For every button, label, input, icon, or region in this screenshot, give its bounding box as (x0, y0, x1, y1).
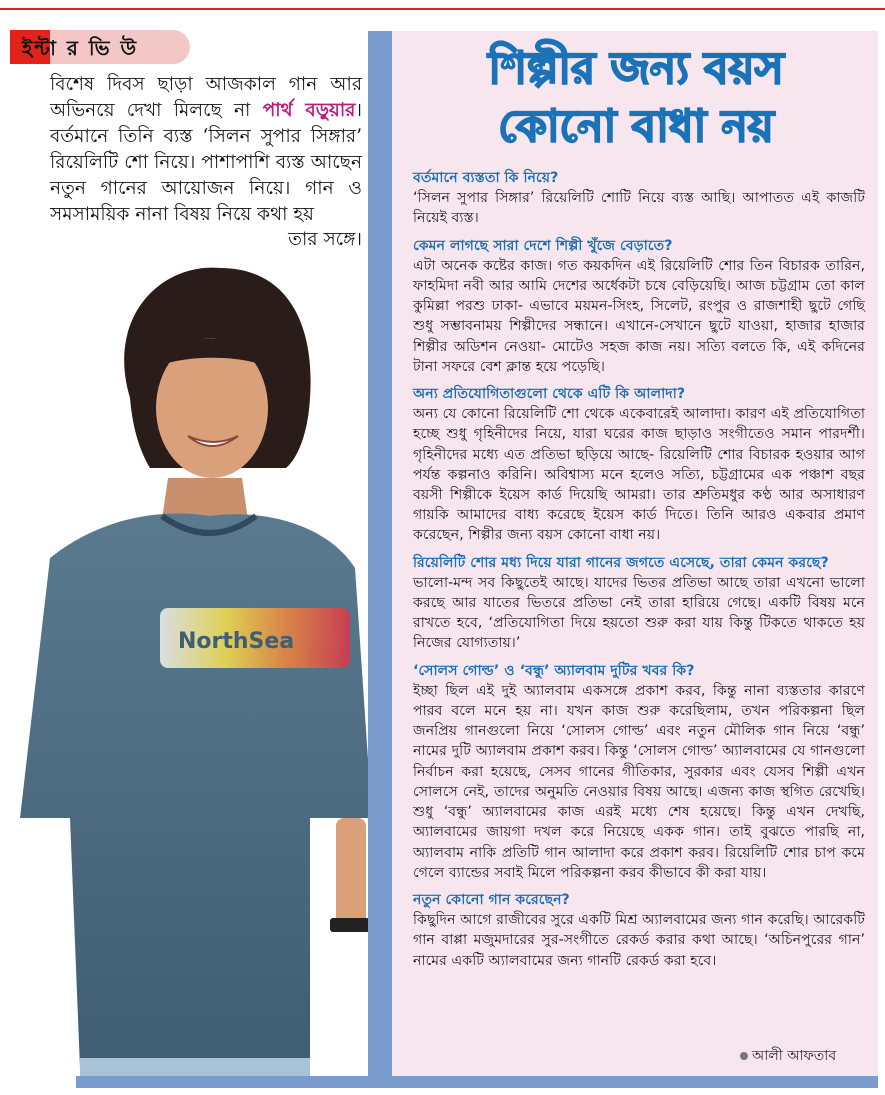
byline-author: আলী আফতাব (752, 1048, 837, 1064)
intro-text-continued: । বর্তমানে তিনি ব্যস্ত ‘সিলন সুপার সিঙ্গার’ রিয়েলিটি শো নিয়ে। পাশাপাশি ব্যস্ত আছেন নতুন গানের আয়োজন নিয়ে। গান ও সমসাময়িক নানা বিষয় নিয়ে কথা হয় (50, 99, 362, 225)
answer-3: অন্য যে কোনো রিয়েলিটি শো থেকে একেবারেই আলাদা। কারণ এই প্রতিযোগিতা হচ্ছে শুধু গৃহিনীদের নিয়ে, যারা ঘরের কাজ ছাড়াও সংগীতেও সমান পারদর্শী। গৃহিনীদের মধ্যে এত প্রতিভা ছড়িয়ে আছে- রিয়েলিটি শোর বিচারক হওয়ার আগ পর্যন্ত কল্পনাও করিনি। অবিশ্বাস্য মনে হলেও সত্যি, চট্টগ্রামের এক পঞ্চাশ বছর বয়সী শিল্পীকে ইয়েস কার্ড দিয়েছি আমরা। তার শ্রুতিমধুর কণ্ঠ আর অসাধারণ গায়কি আমাদের বাধ্য করেছে ইয়েস কার্ড দিতে। তিনি আরও একবার প্রমাণ করেছেন, শিল্পীর জন্য বয়স কোনো বাধা নয়। (413, 406, 865, 544)
headline-line-2: কোনো বাধা নয় (498, 101, 774, 152)
intro-person-name: পার্থ বড়ুয়ার (262, 99, 356, 121)
question-3: অন্য প্রতিযোগিতাগুলো থেকে এটি কি আলাদা? (413, 386, 686, 403)
answer-2: এটা অনেক কষ্টের কাজ। গত কয়কদিন এই রিয়েলিটি শোর তিন বিচারক তারিন, ফাহমিদা নবী আর আমি দেশের অর্ধেকটা চষে বেড়িয়েছি। আজ চট্টগ্রাম তো কাল কুমিল্লা পরশু ঢাকা- এভাবে ময়মন-সিংহ, সিলেট, রংপুর ও রাজশাহী ছুটে গেছি শুধু সম্ভাবনাময় শিল্পীদের সন্ধানে। এখানে-সেখানে ছুটে যাওয়া, হাজার হাজার শিল্পীর অডিশন নেওয়া- মোটেও সহজ কাজ নয়। সত্যি বলতে কি, এই কদিনের টানা সফরে বেশ ক্লান্ত হয়ে পড়েছি। (413, 257, 865, 375)
question-6: নতুন কোনো গান করেছেন? (413, 891, 570, 908)
headline-line-1: শিল্পীর জন্য বয়স (488, 43, 784, 94)
intro-text-end: তার সঙ্গে। (288, 229, 362, 251)
shirt-print-text: NorthSea (178, 629, 295, 654)
bottom-rule (76, 1076, 878, 1088)
intro-text: বিশেষ দিবস ছাড়া আজকাল গান আর অভিনয়ে দেখা মিলছে না (50, 74, 362, 121)
question-4: রিয়েলিটি শোর মধ্য দিয়ে যারা গানের জগতে এসেছে, তারা কেমন করছে? (413, 554, 829, 571)
interview-body (413, 168, 865, 978)
portrait-photo (10, 258, 382, 1078)
byline (740, 1044, 836, 1068)
portrait-illustration (10, 258, 382, 1078)
section-tag (10, 30, 190, 64)
question-1: বর্তমানে ব্যস্ততা কি নিয়ে? (413, 170, 559, 186)
answer-1: ‘সিলন সুপার সিঙ্গার’ রিয়েলিটি শোটি নিয়ে ব্যস্ত আছি। আপাতত এই কাজটি নিয়েই ব্যস্ত। (413, 190, 865, 227)
byline-bullet-icon (740, 1052, 748, 1060)
section-tag-label: ইন্টা র ভি উ (22, 36, 139, 60)
answer-4: ভালো-মন্দ সব কিছুতেই আছে। যাদের ভিতর প্রতিভা আছে তারা এখনো ভালো করছে আর যাতের ভিতরে প্রতিভা নেই তারা হারিয়ে গেছে। একটি বিষয় মনে রাখতে হবে, ‘প্রতিযোগিতা দিয়ে হয়তো শুরু করা যায় কিন্তু টিকতে থাকতে হয় নিজের যোগ্যতায়।’ (413, 574, 865, 652)
intro-paragraph (50, 72, 362, 253)
top-rule (0, 0, 885, 10)
answer-6: কিছুদিন আগে রাজীবের সুরে একটি মিশ্র অ্যালবামের জন্য গান করেছি। আরেকটি গান বাপ্পা মজুমদারের সুর-সংগীতে রেকর্ড করার কথা আছে। ‘অচিনপুরের গান’ নামের একটি অ্যালবামের জন্য গানটি রেকর্ড করা হবে। (413, 912, 865, 969)
answer-5: ইচ্ছা ছিল এই দুই অ্যালবাম একসঙ্গে প্রকাশ করব, কিন্তু নানা ব্যস্ততার কারণে পারব বলে মনে হয় না। যখন কাজ শুরু করেছিলাম, তখন পরিকল্পনা ছিল জনপ্রিয় গানগুলো নিয়ে ‘সোলস গোল্ড’ এবং নতুন মৌলিক গান নিয়ে ‘বন্ধু’ নামের দুটি অ্যালবাম প্রকাশ করব। কিন্তু ‘সোলস গোল্ড’ অ্যালবামের যে গানগুলো নির্বাচন করা হয়েছে, সেসব গানের গীতিকার, সুরকার এবং যেসব শিল্পী এখন সোলসে নেই, তাদের অনুমতি নেওয়ার বিষয় আছে। এজন্য কাজ স্থগিত রেখেছি। শুধু ‘বন্ধু’ অ্যালবামের কাজ এরই মধ্যে শেষ হয়েছে। কিন্তু এখন দেখছি, অ্যালবামের জায়গা দখল করে নিয়েছে একক গান। তাই বুঝতে পারছি না, অ্যালবাম নাকি প্রতিটি গান আলাদা করে প্রকাশ করব। রিয়েলিটি শোর চাপ কমে গেলে ব্যান্ডের সবাই মিলে পরিকল্পনা করব কীভাবে কী করা যায়। (413, 682, 865, 881)
question-5: ‘সোলস গোল্ড’ ও ‘বন্ধু’ অ্যালবাম দুটির খবর কি? (413, 662, 695, 679)
question-2: কেমন লাগছে সারা দেশে শিল্পী খুঁজে বেড়াতে? (413, 237, 673, 254)
article-headline (398, 40, 874, 156)
